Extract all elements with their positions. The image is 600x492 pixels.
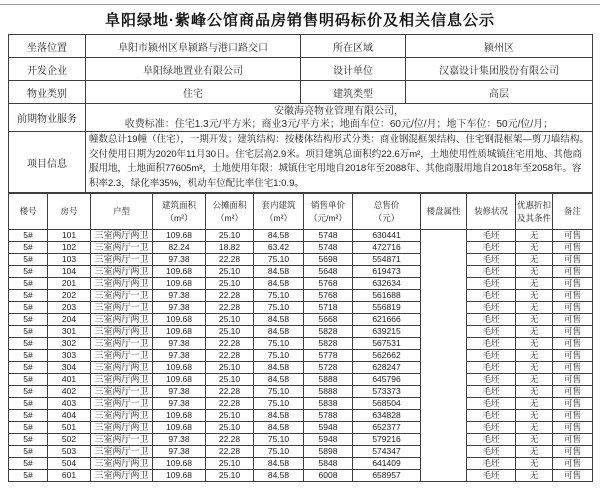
cell-room: 404 bbox=[48, 410, 91, 422]
cell-shared_area: 22.28 bbox=[206, 446, 254, 458]
cell-discount: 无 bbox=[516, 326, 553, 338]
cell-room: 401 bbox=[48, 374, 91, 386]
cell-layout: 三室两厅一卫 bbox=[91, 446, 153, 458]
cell-note: 可售 bbox=[553, 422, 593, 434]
cell-decoration: 毛坯 bbox=[467, 434, 516, 446]
cell-unit_price: 5888 bbox=[304, 374, 353, 386]
cell-inner_area: 75.10 bbox=[254, 338, 304, 350]
cell-discount: 无 bbox=[516, 242, 553, 254]
cell-unit_price: 5748 bbox=[304, 230, 353, 242]
cell-layout: 三室两厅两卫 bbox=[91, 362, 153, 374]
cell-layout: 三室两厅两卫 bbox=[91, 422, 153, 434]
cell-layout: 三室两厅两卫 bbox=[91, 266, 153, 278]
cell-decoration: 毛坯 bbox=[467, 446, 516, 458]
cell-decoration: 毛坯 bbox=[467, 338, 516, 350]
cell-room: 201 bbox=[48, 278, 91, 290]
cell-room: 504 bbox=[48, 458, 91, 470]
cell-area: 109.68 bbox=[153, 470, 206, 482]
cell-note: 可售 bbox=[553, 302, 593, 314]
column-header-note: 备注 bbox=[553, 194, 593, 230]
cell-inner_area: 84.58 bbox=[254, 410, 304, 422]
cell-note: 可售 bbox=[553, 290, 593, 302]
cell-decoration: 毛坯 bbox=[467, 326, 516, 338]
cell-shared_area: 22.28 bbox=[206, 398, 254, 410]
cell-discount: 无 bbox=[516, 278, 553, 290]
cell-area: 109.68 bbox=[153, 314, 206, 326]
cell-inner_area: 84.58 bbox=[254, 278, 304, 290]
cell-room: 204 bbox=[48, 314, 91, 326]
cell-shared_area: 25.10 bbox=[206, 458, 254, 470]
column-header-shared_area: 公摊面积 （m²） bbox=[206, 194, 254, 230]
cell-building: 5# bbox=[9, 290, 48, 302]
cell-building: 5# bbox=[9, 254, 48, 266]
info-row-location bbox=[9, 35, 593, 58]
cell-building: 5# bbox=[9, 470, 48, 482]
column-header-area: 建筑面积 （m²） bbox=[153, 194, 206, 230]
cell-shared_area: 25.10 bbox=[206, 410, 254, 422]
cell-area: 97.38 bbox=[153, 386, 206, 398]
cell-building: 5# bbox=[9, 410, 48, 422]
cell-discount: 无 bbox=[516, 410, 553, 422]
cell-discount: 无 bbox=[516, 458, 553, 470]
cell-inner_area: 75.10 bbox=[254, 254, 304, 266]
cell-room: 402 bbox=[48, 386, 91, 398]
cell-total_price: 645796 bbox=[353, 374, 421, 386]
column-header-inner_area: 套内建筑 （m²） bbox=[254, 194, 304, 230]
cell-discount: 无 bbox=[516, 386, 553, 398]
cell-shared_area: 22.28 bbox=[206, 302, 254, 314]
cell-layout: 三室两厅两卫 bbox=[91, 410, 153, 422]
cell-discount: 无 bbox=[516, 374, 553, 386]
cell-area: 97.38 bbox=[153, 338, 206, 350]
cell-building: 5# bbox=[9, 314, 48, 326]
cell-room: 203 bbox=[48, 302, 91, 314]
cell-shared_area: 25.10 bbox=[206, 266, 254, 278]
cell-inner_area: 84.58 bbox=[254, 230, 304, 242]
table-row bbox=[9, 398, 593, 410]
column-header-attribute: 楼盘属性 bbox=[421, 194, 467, 230]
cell-total_price: 658957 bbox=[353, 470, 421, 482]
cell-shared_area: 22.28 bbox=[206, 350, 254, 362]
cell-discount: 无 bbox=[516, 314, 553, 326]
table-row bbox=[9, 410, 593, 422]
cell-inner_area: 75.10 bbox=[254, 302, 304, 314]
cell-unit_price: 5648 bbox=[304, 266, 353, 278]
column-header-room: 房号 bbox=[48, 194, 91, 230]
cell-area: 109.68 bbox=[153, 266, 206, 278]
cell-decoration: 毛坯 bbox=[467, 386, 516, 398]
cell-building: 5# bbox=[9, 350, 48, 362]
cell-layout: 三室两厅两卫 bbox=[91, 278, 153, 290]
cell-inner_area: 84.58 bbox=[254, 374, 304, 386]
cell-unit_price: 5698 bbox=[304, 254, 353, 266]
cell-total_price: 639215 bbox=[353, 326, 421, 338]
cell-area: 97.38 bbox=[153, 350, 206, 362]
cell-total_price: 568504 bbox=[353, 398, 421, 410]
cell-discount: 无 bbox=[516, 422, 553, 434]
column-header-discount: 优惠折扣 及其条件 bbox=[516, 194, 553, 230]
top-divider bbox=[0, 4, 600, 5]
cell-unit_price: 5718 bbox=[304, 302, 353, 314]
cell-discount: 无 bbox=[516, 350, 553, 362]
cell-shared_area: 22.28 bbox=[206, 338, 254, 350]
cell-discount: 无 bbox=[516, 230, 553, 242]
cell-note: 可售 bbox=[553, 434, 593, 446]
cell-shared_area: 22.28 bbox=[206, 386, 254, 398]
cell-total_price: 562662 bbox=[353, 350, 421, 362]
column-header-total_price: 总售价 （元） bbox=[353, 194, 421, 230]
table-row bbox=[9, 230, 593, 242]
cell-building: 5# bbox=[9, 374, 48, 386]
cell-layout: 三室两厅两卫 bbox=[91, 458, 153, 470]
cell-area: 109.68 bbox=[153, 374, 206, 386]
cell-decoration: 毛坯 bbox=[467, 470, 516, 482]
cell-inner_area: 84.58 bbox=[254, 266, 304, 278]
cell-room: 503 bbox=[48, 446, 91, 458]
cell-layout: 三室两厅一卫 bbox=[91, 254, 153, 266]
cell-note: 可售 bbox=[553, 314, 593, 326]
table-row bbox=[9, 386, 593, 398]
cell-inner_area: 84.58 bbox=[254, 362, 304, 374]
cell-unit_price: 5848 bbox=[304, 458, 353, 470]
units-table-header-row bbox=[9, 194, 593, 230]
cell-note: 可售 bbox=[553, 338, 593, 350]
table-row bbox=[9, 314, 593, 326]
cell-layout: 三室两厅一卫 bbox=[91, 242, 153, 254]
table-row bbox=[9, 338, 593, 350]
table-row bbox=[9, 458, 593, 470]
property-type-label: 物业类别 bbox=[9, 81, 86, 104]
cell-layout: 三室两厅一卫 bbox=[91, 386, 153, 398]
cell-decoration: 毛坯 bbox=[467, 266, 516, 278]
cell-layout: 三室两厅一卫 bbox=[91, 398, 153, 410]
cell-decoration: 毛坯 bbox=[467, 374, 516, 386]
cell-layout: 三室两厅一卫 bbox=[91, 350, 153, 362]
cell-building: 5# bbox=[9, 398, 48, 410]
cell-inner_area: 84.58 bbox=[254, 470, 304, 482]
cell-decoration: 毛坯 bbox=[467, 302, 516, 314]
cell-note: 可售 bbox=[553, 458, 593, 470]
cell-discount: 无 bbox=[516, 338, 553, 350]
cell-room: 101 bbox=[48, 230, 91, 242]
table-row bbox=[9, 434, 593, 446]
cell-total_price: 472716 bbox=[353, 242, 421, 254]
cell-area: 109.68 bbox=[153, 230, 206, 242]
cell-shared_area: 18.82 bbox=[206, 242, 254, 254]
table-row bbox=[9, 326, 593, 338]
cell-layout: 三室两厅两卫 bbox=[91, 470, 153, 482]
cell-layout: 三室两厅两卫 bbox=[91, 374, 153, 386]
property-service-value bbox=[86, 104, 593, 132]
district-value: 颍州区 bbox=[406, 35, 593, 58]
cell-shared_area: 25.10 bbox=[206, 326, 254, 338]
cell-building: 5# bbox=[9, 386, 48, 398]
cell-total_price: 628247 bbox=[353, 362, 421, 374]
cell-inner_area: 75.10 bbox=[254, 386, 304, 398]
info-row-property-service bbox=[9, 104, 593, 132]
property-service-label: 前期物业服务 bbox=[9, 104, 86, 132]
cell-discount: 无 bbox=[516, 254, 553, 266]
cell-decoration: 毛坯 bbox=[467, 422, 516, 434]
cell-discount: 无 bbox=[516, 470, 553, 482]
project-info-table bbox=[8, 34, 593, 193]
cell-discount: 无 bbox=[516, 362, 553, 374]
table-row bbox=[9, 362, 593, 374]
cell-unit_price: 5948 bbox=[304, 434, 353, 446]
cell-inner_area: 84.58 bbox=[254, 314, 304, 326]
cell-unit_price: 5828 bbox=[304, 326, 353, 338]
cell-unit_price: 5728 bbox=[304, 362, 353, 374]
cell-layout: 三室两厅两卫 bbox=[91, 230, 153, 242]
table-row bbox=[9, 446, 593, 458]
cell-decoration: 毛坯 bbox=[467, 458, 516, 470]
cell-building: 5# bbox=[9, 446, 48, 458]
cell-shared_area: 25.10 bbox=[206, 230, 254, 242]
cell-note: 可售 bbox=[553, 410, 593, 422]
cell-room: 403 bbox=[48, 398, 91, 410]
cell-decoration: 毛坯 bbox=[467, 242, 516, 254]
cell-unit_price: 5768 bbox=[304, 290, 353, 302]
cell-room: 103 bbox=[48, 254, 91, 266]
property-type-value: 住宅 bbox=[86, 81, 301, 104]
cell-room: 302 bbox=[48, 338, 91, 350]
cell-shared_area: 25.10 bbox=[206, 278, 254, 290]
cell-area: 109.68 bbox=[153, 410, 206, 422]
cell-shared_area: 22.28 bbox=[206, 254, 254, 266]
cell-layout: 三室两厅一卫 bbox=[91, 434, 153, 446]
cell-discount: 无 bbox=[516, 398, 553, 410]
cell-unit_price: 5898 bbox=[304, 446, 353, 458]
cell-note: 可售 bbox=[553, 362, 593, 374]
cell-shared_area: 25.10 bbox=[206, 362, 254, 374]
cell-note: 可售 bbox=[553, 398, 593, 410]
building-type-label: 建筑类型 bbox=[301, 81, 406, 104]
cell-inner_area: 75.10 bbox=[254, 434, 304, 446]
cell-discount: 无 bbox=[516, 446, 553, 458]
cell-decoration: 毛坯 bbox=[467, 314, 516, 326]
table-row bbox=[9, 278, 593, 290]
cell-room: 304 bbox=[48, 362, 91, 374]
cell-discount: 无 bbox=[516, 290, 553, 302]
table-row bbox=[9, 290, 593, 302]
cell-room: 102 bbox=[48, 242, 91, 254]
table-row bbox=[9, 302, 593, 314]
cell-total_price: 632634 bbox=[353, 278, 421, 290]
property-service-company: 安徽海亮物业管理有限公司， bbox=[274, 105, 404, 117]
cell-building: 5# bbox=[9, 302, 48, 314]
cell-area: 97.38 bbox=[153, 446, 206, 458]
cell-inner_area: 75.10 bbox=[254, 446, 304, 458]
cell-unit_price: 5838 bbox=[304, 398, 353, 410]
cell-note: 可售 bbox=[553, 326, 593, 338]
cell-layout: 三室两厅两卫 bbox=[91, 326, 153, 338]
cell-unit_price: 5788 bbox=[304, 410, 353, 422]
cell-decoration: 毛坯 bbox=[467, 254, 516, 266]
cell-note: 可售 bbox=[553, 470, 593, 482]
cell-unit_price: 5748 bbox=[304, 242, 353, 254]
cell-room: 301 bbox=[48, 326, 91, 338]
cell-total_price: 556819 bbox=[353, 302, 421, 314]
cell-total_price: 630441 bbox=[353, 230, 421, 242]
cell-note: 可售 bbox=[553, 350, 593, 362]
project-detail-label: 项目信息 bbox=[9, 132, 86, 193]
cell-total_price: 554871 bbox=[353, 254, 421, 266]
cell-total_price: 579216 bbox=[353, 434, 421, 446]
cell-area: 109.68 bbox=[153, 422, 206, 434]
cell-unit_price: 5828 bbox=[304, 338, 353, 350]
cell-area: 109.68 bbox=[153, 458, 206, 470]
cell-total_price: 573373 bbox=[353, 386, 421, 398]
table-row bbox=[9, 470, 593, 482]
cell-note: 可售 bbox=[553, 386, 593, 398]
cell-room: 303 bbox=[48, 350, 91, 362]
cell-inner_area: 84.58 bbox=[254, 458, 304, 470]
cell-total_price: 574347 bbox=[353, 446, 421, 458]
column-header-decoration: 装修状况 bbox=[467, 194, 516, 230]
table-row bbox=[9, 350, 593, 362]
cell-discount: 无 bbox=[516, 434, 553, 446]
cell-room: 501 bbox=[48, 422, 91, 434]
cell-inner_area: 84.58 bbox=[254, 326, 304, 338]
cell-room: 502 bbox=[48, 434, 91, 446]
cell-area: 82.24 bbox=[153, 242, 206, 254]
district-label: 所在区域 bbox=[301, 35, 406, 58]
cell-shared_area: 25.10 bbox=[206, 314, 254, 326]
cell-building: 5# bbox=[9, 266, 48, 278]
cell-unit_price: 5668 bbox=[304, 314, 353, 326]
cell-unit_price: 6008 bbox=[304, 470, 353, 482]
cell-room: 104 bbox=[48, 266, 91, 278]
cell-inner_area: 75.10 bbox=[254, 398, 304, 410]
table-row bbox=[9, 266, 593, 278]
cell-note: 可售 bbox=[553, 230, 593, 242]
column-header-unit_price: 销售单价 （元/m²） bbox=[304, 194, 353, 230]
cell-area: 109.68 bbox=[153, 326, 206, 338]
cell-building: 5# bbox=[9, 362, 48, 374]
column-header-layout: 户型 bbox=[91, 194, 153, 230]
cell-decoration: 毛坯 bbox=[467, 230, 516, 242]
cell-area: 97.38 bbox=[153, 290, 206, 302]
column-header-building: 楼号 bbox=[9, 194, 48, 230]
cell-shared_area: 22.28 bbox=[206, 290, 254, 302]
cell-layout: 三室两厅一卫 bbox=[91, 338, 153, 350]
cell-decoration: 毛坯 bbox=[467, 398, 516, 410]
cell-total_price: 619473 bbox=[353, 266, 421, 278]
info-row-developer bbox=[9, 58, 593, 81]
cell-building: 5# bbox=[9, 230, 48, 242]
cell-shared_area: 25.10 bbox=[206, 470, 254, 482]
cell-layout: 三室两厅一卫 bbox=[91, 302, 153, 314]
cell-total_price: 561688 bbox=[353, 290, 421, 302]
cell-area: 97.38 bbox=[153, 302, 206, 314]
cell-area: 109.68 bbox=[153, 362, 206, 374]
cell-decoration: 毛坯 bbox=[467, 278, 516, 290]
units-price-table bbox=[8, 193, 593, 482]
cell-shared_area: 22.28 bbox=[206, 434, 254, 446]
table-row bbox=[9, 374, 593, 386]
developer-value: 阜阳绿地置业有限公司 bbox=[86, 58, 301, 81]
cell-layout: 三室两厅一卫 bbox=[91, 290, 153, 302]
cell-inner_area: 63.42 bbox=[254, 242, 304, 254]
cell-discount: 无 bbox=[516, 266, 553, 278]
cell-unit_price: 5888 bbox=[304, 386, 353, 398]
cell-building: 5# bbox=[9, 434, 48, 446]
cell-area: 97.38 bbox=[153, 434, 206, 446]
page-title: 阜阳绿地·紫峰公馆商品房销售明码标价及相关信息公示 bbox=[105, 12, 495, 29]
cell-note: 可售 bbox=[553, 374, 593, 386]
cell-inner_area: 84.58 bbox=[254, 422, 304, 434]
cell-note: 可售 bbox=[553, 266, 593, 278]
cell-note: 可售 bbox=[553, 254, 593, 266]
cell-shared_area: 25.10 bbox=[206, 374, 254, 386]
info-row-property-type bbox=[9, 81, 593, 104]
cell-decoration: 毛坯 bbox=[467, 290, 516, 302]
info-row-project-detail bbox=[9, 132, 593, 193]
table-row bbox=[9, 242, 593, 254]
cell-building: 5# bbox=[9, 338, 48, 350]
location-label: 坐落位置 bbox=[9, 35, 86, 58]
cell-area: 97.38 bbox=[153, 398, 206, 410]
cell-note: 可售 bbox=[553, 278, 593, 290]
cell-building: 5# bbox=[9, 458, 48, 470]
cell-room: 202 bbox=[48, 290, 91, 302]
cell-area: 109.68 bbox=[153, 278, 206, 290]
cell-unit_price: 5948 bbox=[304, 422, 353, 434]
developer-label: 开发企业 bbox=[9, 58, 86, 81]
cell-building: 5# bbox=[9, 422, 48, 434]
property-service-fees: 收费标准：住宅1.3元/平方米；商业3元/平方米；地面车位：60元/位/月；地下车位：50元/位/月； bbox=[124, 118, 554, 130]
cell-decoration: 毛坯 bbox=[467, 410, 516, 422]
table-row bbox=[9, 254, 593, 266]
cell-room: 601 bbox=[48, 470, 91, 482]
cell-layout: 三室两厅两卫 bbox=[91, 314, 153, 326]
cell-total_price: 652377 bbox=[353, 422, 421, 434]
cell-building: 5# bbox=[9, 326, 48, 338]
cell-unit_price: 5778 bbox=[304, 350, 353, 362]
designer-label: 设计单位 bbox=[301, 58, 406, 81]
project-detail-text: 幢数总计19幢（住宅），一期开发；建筑结构：按楼体结构形式分类：商业钢混框架结构、住宅钢混框架—剪刀墙结构。交付使用日期为2020年11月30日。住宅层高2.9米。项目建筑总面积约22.6万m²，土地使用性质城镇住宅用地、其他商服用地，土地面积77605m²，土地使用年限：城镇住宅用地自2018年至2088年、其他商服用地自2018年至2058年。容积率2.3，绿化率35%，机动车位配比率住宅1:0.9。 bbox=[86, 132, 593, 193]
cell-total_price: 567531 bbox=[353, 338, 421, 350]
location-value: 阜阳市颍州区阜颍路与港口路交口 bbox=[86, 35, 301, 58]
designer-value: 汉嘉设计集团股份有限公司 bbox=[406, 58, 593, 81]
cell-note: 可售 bbox=[553, 446, 593, 458]
cell-total_price: 634828 bbox=[353, 410, 421, 422]
cell-building: 5# bbox=[9, 242, 48, 254]
cell-decoration: 毛坯 bbox=[467, 350, 516, 362]
building-type-value: 高层 bbox=[406, 81, 593, 104]
cell-inner_area: 75.10 bbox=[254, 350, 304, 362]
cell-unit_price: 5768 bbox=[304, 278, 353, 290]
cell-total_price: 641409 bbox=[353, 458, 421, 470]
cell-building: 5# bbox=[9, 278, 48, 290]
table-row bbox=[9, 422, 593, 434]
cell-attribute-merged bbox=[421, 230, 467, 482]
cell-area: 97.38 bbox=[153, 254, 206, 266]
cell-total_price: 621666 bbox=[353, 314, 421, 326]
cell-shared_area: 25.10 bbox=[206, 422, 254, 434]
cell-inner_area: 75.10 bbox=[254, 290, 304, 302]
cell-discount: 无 bbox=[516, 302, 553, 314]
cell-note: 可售 bbox=[553, 242, 593, 254]
cell-decoration: 毛坯 bbox=[467, 362, 516, 374]
